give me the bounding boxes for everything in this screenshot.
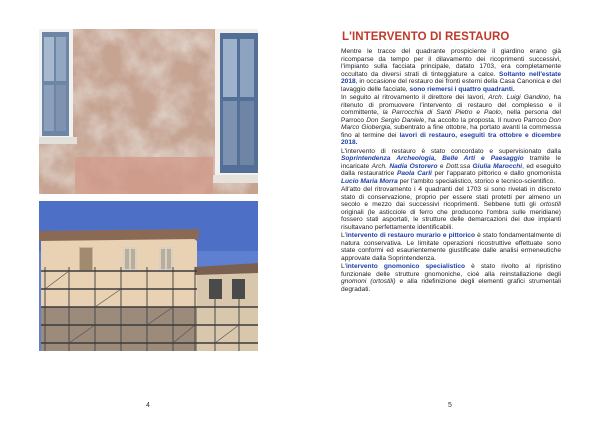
highlighted-text: Arch. Luigi Gandino [488, 94, 549, 102]
page-number: 5 [448, 402, 452, 409]
text-run: All'atto del ritrovamento i 4 quadranti del 1703 si sono rivelati in discreto stato di conservazione, proprio per essere stati protetti per almeno un secolo e mezzo dai successivi ricoprimenti. Sebbene tutti gli [341, 186, 561, 209]
paragraph [341, 186, 561, 231]
text-run: Mentre le tracce del quadrante prospiciente il giardino erano già ricomparse da tempo per il dilavamento dei ricoprimenti successivi, l'impianto sulla facciata principale, datato 1703, era completamente occultato da diversi strati di tinteggiature a calce. [341, 48, 561, 78]
highlighted-text: Don Sergio Daniele [366, 116, 425, 124]
paragraph [341, 263, 561, 293]
highlighted-text: intervento gnomonico specialistico [345, 263, 466, 271]
paragraph [341, 232, 561, 262]
highlighted-text: Arch. [371, 162, 390, 170]
text-run: è stato rivolto al ripristino funzionale delle strutture gnomoniche, cioè alla reinstallazione degli [341, 263, 561, 278]
text-run: e alla ridefinizione degli elementi grafici strumentali degradati. [341, 278, 561, 293]
text-run: per l'apparato pittorico e dallo gnomonista [431, 170, 561, 178]
highlighted-text: ortostili [540, 201, 561, 209]
text-run: e [437, 162, 446, 170]
article-body [341, 48, 561, 294]
text-run: , ed eseguito dalla restauratrice [341, 162, 561, 178]
text-run: , ha ritenuto di promuovere l'intervento di restauro del complesso e il committente, [341, 94, 561, 117]
text-run: L' [341, 232, 346, 240]
paragraph [341, 148, 561, 186]
photo-weathered-facade [39, 29, 258, 194]
highlighted-text: Nadia Ostorero [389, 162, 438, 170]
highlighted-text: Soltanto nell'estate 2018 [341, 70, 561, 86]
text-run: In seguito al ritrovamento il direttore dei lavori, [341, 94, 489, 102]
highlighted-text: Dott.ssa [445, 162, 473, 170]
highlighted-text: intervento di restauro murario e pittorico [345, 232, 475, 240]
text-run: è stato fondamentalmente di natura conservativa. Le limitate operazioni ricostruttive effettuate sono state conformi ed esaurientemente giustificate dalle analisi ermeneutiche approvate dalla Soprintendenza. [341, 232, 561, 262]
page-number: 4 [146, 402, 150, 409]
highlighted-text: la Parrocchia di Santi Pietro e Paolo [382, 109, 501, 117]
highlighted-text: lavori di restauro, eseguiti tra ottobre e dicembre 2018. [341, 131, 561, 147]
highlighted-text: Don Marco Giobergia [341, 116, 561, 132]
photo-canonica-scaffolding [39, 201, 258, 351]
text-run: , in occasione del restauro dei fronti esterni della Casa Canonica e del lavaggio delle facciate, [341, 78, 561, 93]
text-run: L'intervento di restauro è stato concordato e supervisionato dalla [341, 147, 561, 155]
page-title: L'INTERVENTO DI RESTAURO [342, 31, 510, 43]
highlighted-text: Giulia Marocchi [472, 162, 523, 170]
text-run: L' [341, 263, 346, 271]
text-run: , nella persona del Parroco [341, 109, 562, 124]
text-run: originali (le asticciole di ferro che producono l'ombra sulle meridiane) fossero stati asportati, le strutture delle demarcazioni dei due impianti risultavano perfettamente identificabili. [341, 208, 561, 231]
text-run: tramite le incaricate [341, 155, 561, 170]
paragraph [341, 48, 561, 93]
text-run: , subentrato a fine ottobre, ha portato avanti la commessa fino al termine dei [341, 124, 561, 139]
right-page [300, 0, 600, 425]
highlighted-text: Paola Carli [396, 170, 432, 178]
highlighted-text: sono riemersi i quattro quadranti. [409, 85, 515, 93]
highlighted-text: Soprintendenza Archeologia, Belle Arti e Paesaggio [341, 155, 524, 163]
highlighted-text: Lucio Maria Morra [341, 177, 398, 185]
text-run: per l'ambito specialistico, storico e tecnico-scientifico. [397, 177, 556, 185]
text-run: , ha accolto la proposta. Il nuovo Parroco [424, 116, 549, 124]
highlighted-text: gnomoni (ortostili) [341, 278, 396, 286]
paragraph [341, 94, 561, 147]
